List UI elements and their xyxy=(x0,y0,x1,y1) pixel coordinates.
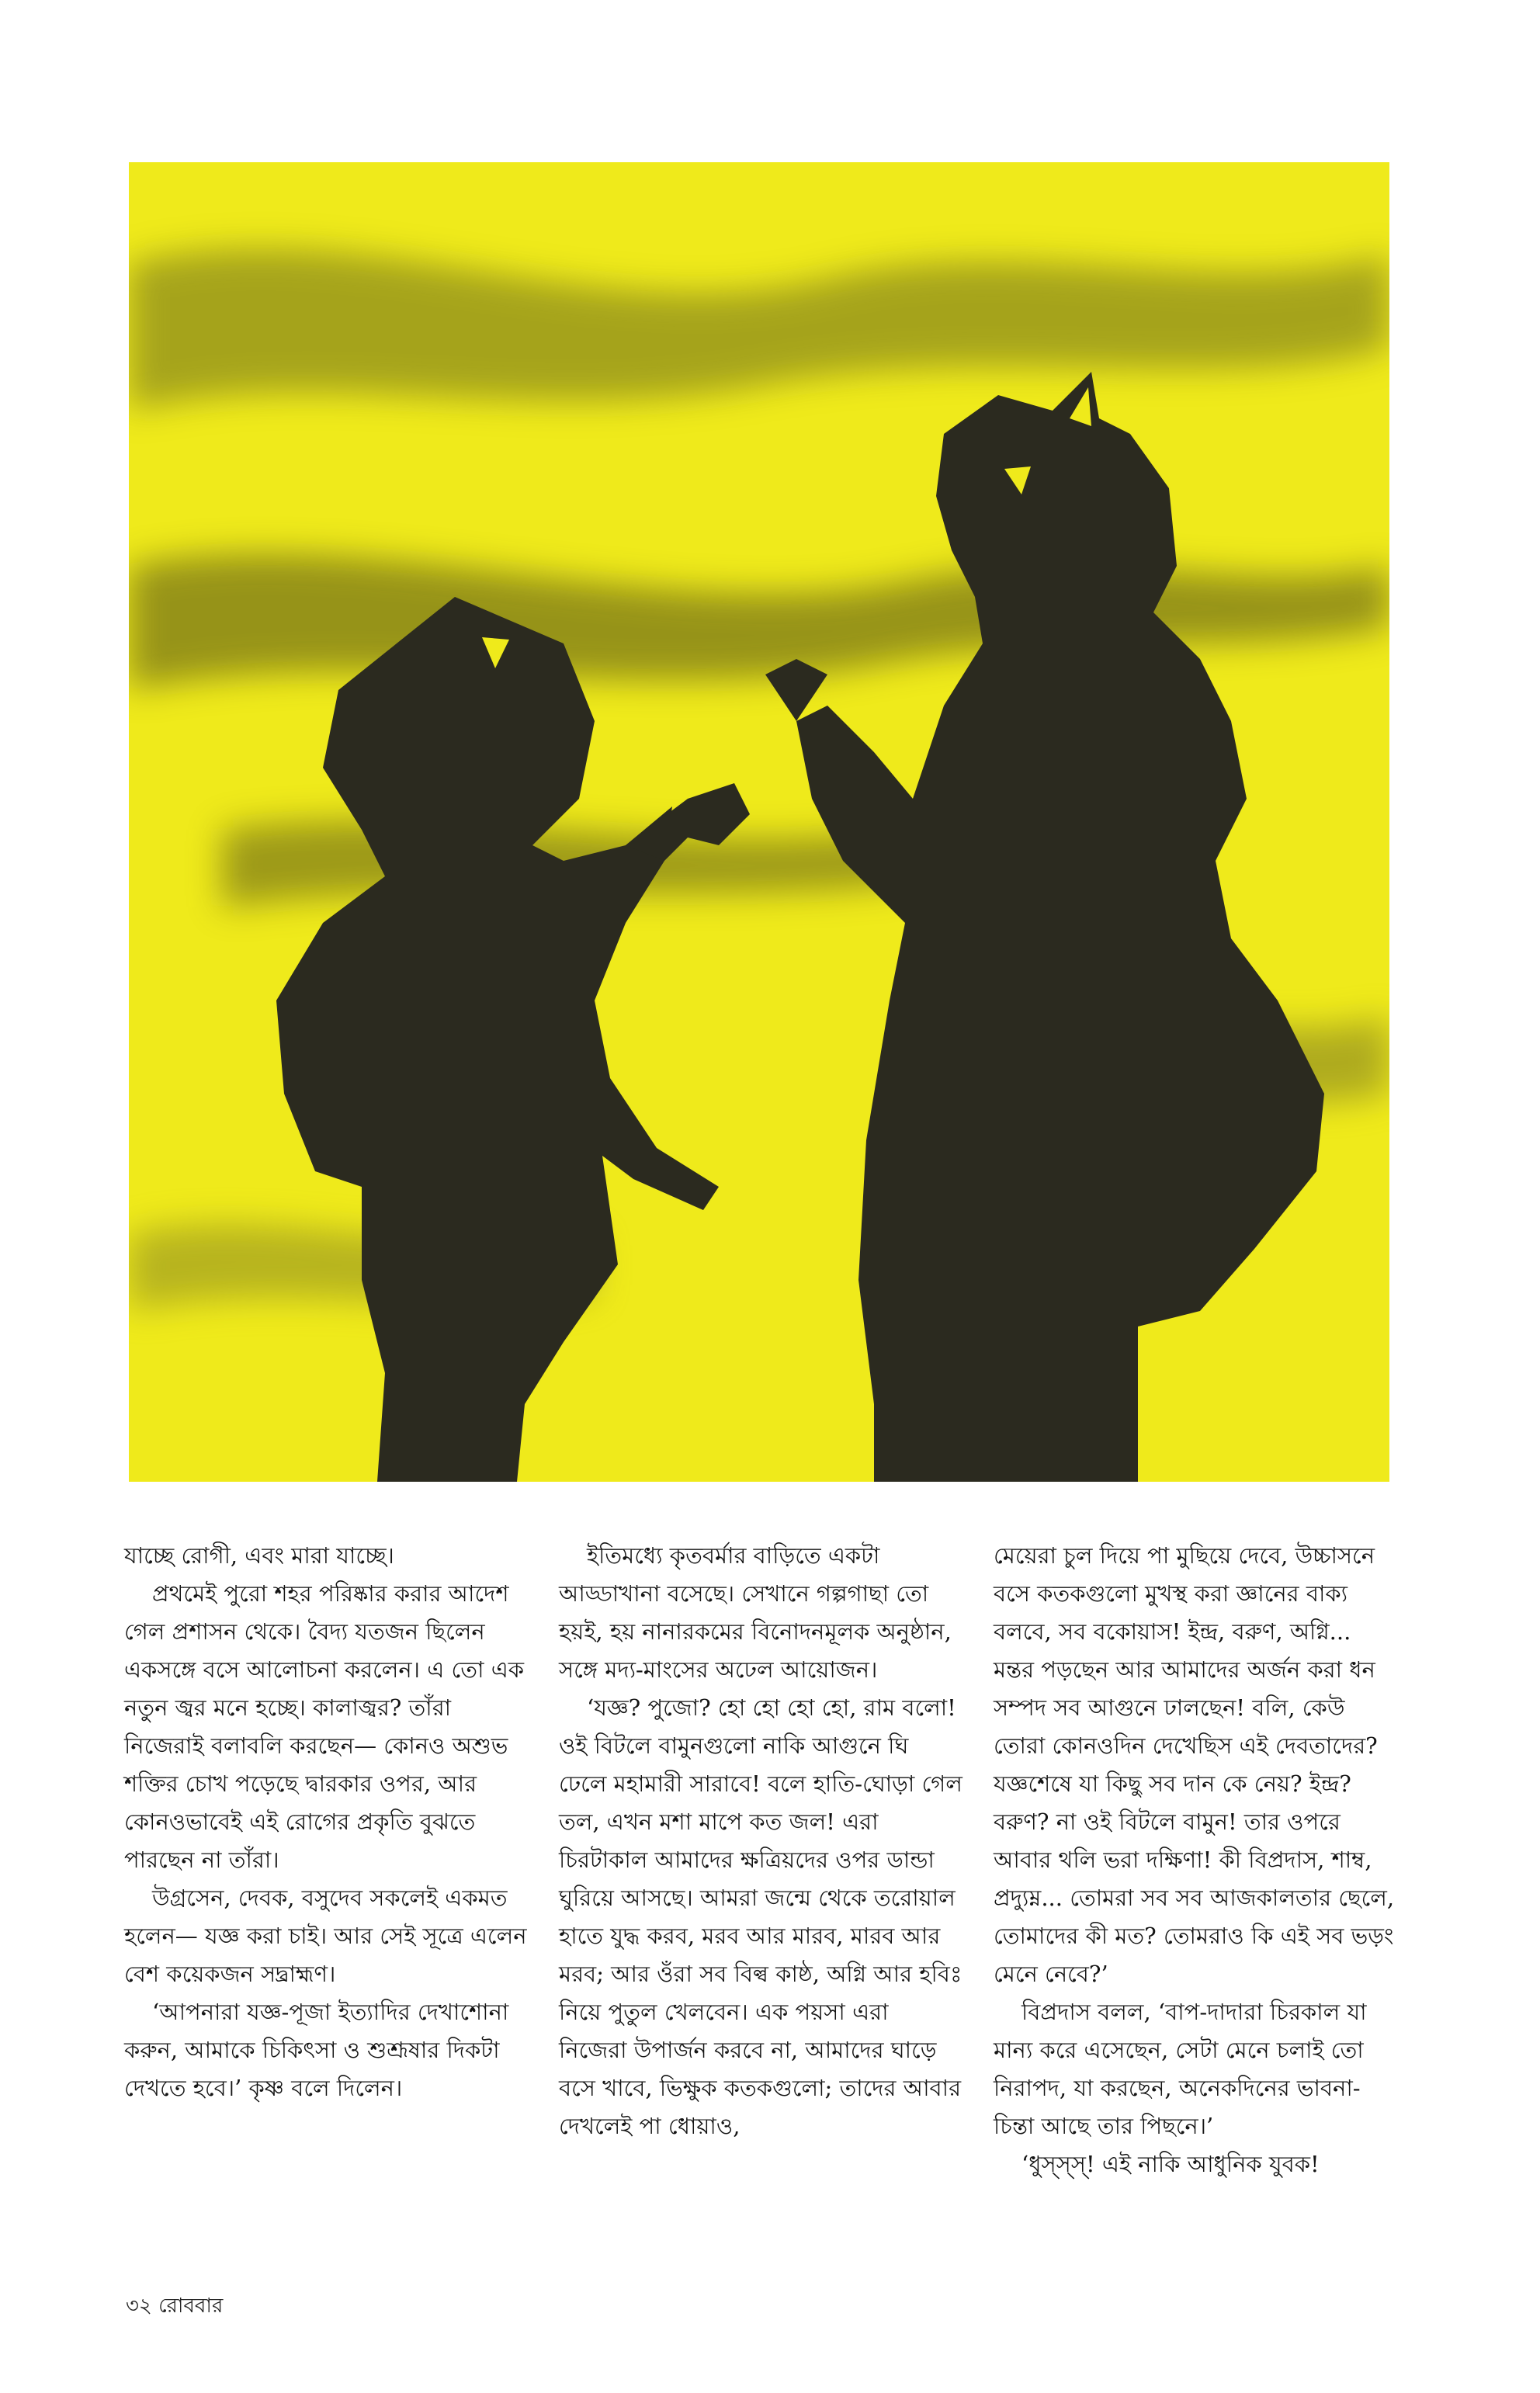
article-columns xyxy=(124,1537,1397,2259)
paragraph: ইতিমধ্যে কৃতবর্মার বাড়িতে একটা আড্ডাখানা বসেছে। সেখানে গল্পগাছা তো হয়ই, হয় নানারকমের বিনোদনমূলক অনুষ্ঠান, সঙ্গে মদ্য-মাংসের অঢেল আয়োজন। xyxy=(559,1542,952,1683)
paragraph: মেয়েরা চুল দিয়ে পা মুছিয়ে দেবে, উচ্চাসনে বসে কতকগুলো মুখস্থ করা জ্ঞানের বাক্য বলবে, সব বকোয়াস! ইন্দ্র, বরুণ, অগ্নি... মন্তর পড়ছেন আর আমাদের অর্জন করা ধন সম্পদ সব আগুনে ঢালছেন! বলি, কেউ তোরা কোনওদিন দেখেছিস এই দেবতাদের? যজ্ঞশেষে যা কিছু সব দান কে নেয়? ইন্দ্র? বরুণ? না ওই বিটলে বামুন! তার ওপরে আবার থলি ভরা দক্ষিণা! কী বিপ্রদাস, শাম্ব, প্রদ্যুম্ন... তোমরা সব সব আজকালতার ছেলে, তোমাদের কী মত? তোমরাও কি এই সব ভড়ং মেনে নেবে?’ xyxy=(994,1542,1395,1987)
paragraph: যাচ্ছে রোগী, এবং মারা যাচ্ছে। xyxy=(124,1542,394,1569)
paragraph: ‘আপনারা যজ্ঞ-পূজা ইত্যাদির দেখাশোনা করুন, আমাকে চিকিৎসা ও শুশ্রূষার দিকটা দেখতে হবে।’ কৃষ্ণ বলে দিলেন। xyxy=(124,1999,509,2101)
text-column-2 xyxy=(559,1537,962,2145)
paragraph: প্রথমেই পুরো শহর পরিষ্কার করার আদেশ গেল প্রশাসন থেকে। বৈদ্য যতজন ছিলেন একসঙ্গে বসে আলোচনা করলেন। এ তো এক নতুন জ্বর মনে হচ্ছে। কালাজ্বর? তাঁরা নিজেরাই বলাবলি করছেন— কোনও অশুভ শক্তির চোখ পড়েছে দ্বারকার ওপর, আর কোনওভাবেই এই রোগের প্রকৃতি বুঝতে পারছেন না তাঁরা। xyxy=(124,1580,525,1873)
illustration-canvas xyxy=(129,162,1389,1482)
page-folio: ৩২ রোববার xyxy=(126,2294,224,2318)
paragraph: বিপ্রদাস বলল, ‘বাপ-দাদারা চিরকাল যা মান্য করে এসেছেন, সেটা মেনে চলাই তো নিরাপদ, যা করছেন, অনেকদিনের ভাবনা-চিন্তা আছে তার পিছনে।’ xyxy=(994,1999,1367,2139)
paragraph: ‘ধুস্স্স্! এই নাকি আধুনিক যুবক! xyxy=(1021,2151,1320,2177)
paragraph: ‘যজ্ঞ? পুজো? হো হো হো হো, রাম বলো! ওই বিটলে বামুনগুলো নাকি আগুনে ঘি ঢেলে মহামারী সারাবে! বলে হাতি-ঘোড়া গেল তল, এখন মশা মাপে কত জল! এরা চিরটাকাল আমাদের ক্ষত্রিয়দের ওপর ডান্ডা ঘুরিয়ে আসছে। আমরা জন্মে থেকে তরোয়াল হাতে যুদ্ধ করব, মরব আর মারব, মারব আর মরব; আর ওঁরা সব বিল্ব কাষ্ঠ, অগ্নি আর হবিঃ নিয়ে পুতুল খেলবেন। এক পয়সা এরা নিজেরা উপার্জন করবে না, আমাদের ঘাড়ে বসে খাবে, ভিক্ষুক কতকগুলো; তাদের আবার দেখলেই পা ধোয়াও, xyxy=(559,1694,962,2139)
shadow-puppet-illustration xyxy=(129,162,1389,1482)
text-column-3 xyxy=(994,1537,1397,2183)
text-column-1 xyxy=(124,1537,528,2107)
paragraph: উগ্রসেন, দেবক, বসুদেব সকলেই একমত হলেন— যজ্ঞ করা চাই। আর সেই সূত্রে এলেন বেশ কয়েকজন সদ্ব্রাহ্মণ। xyxy=(124,1885,527,1987)
